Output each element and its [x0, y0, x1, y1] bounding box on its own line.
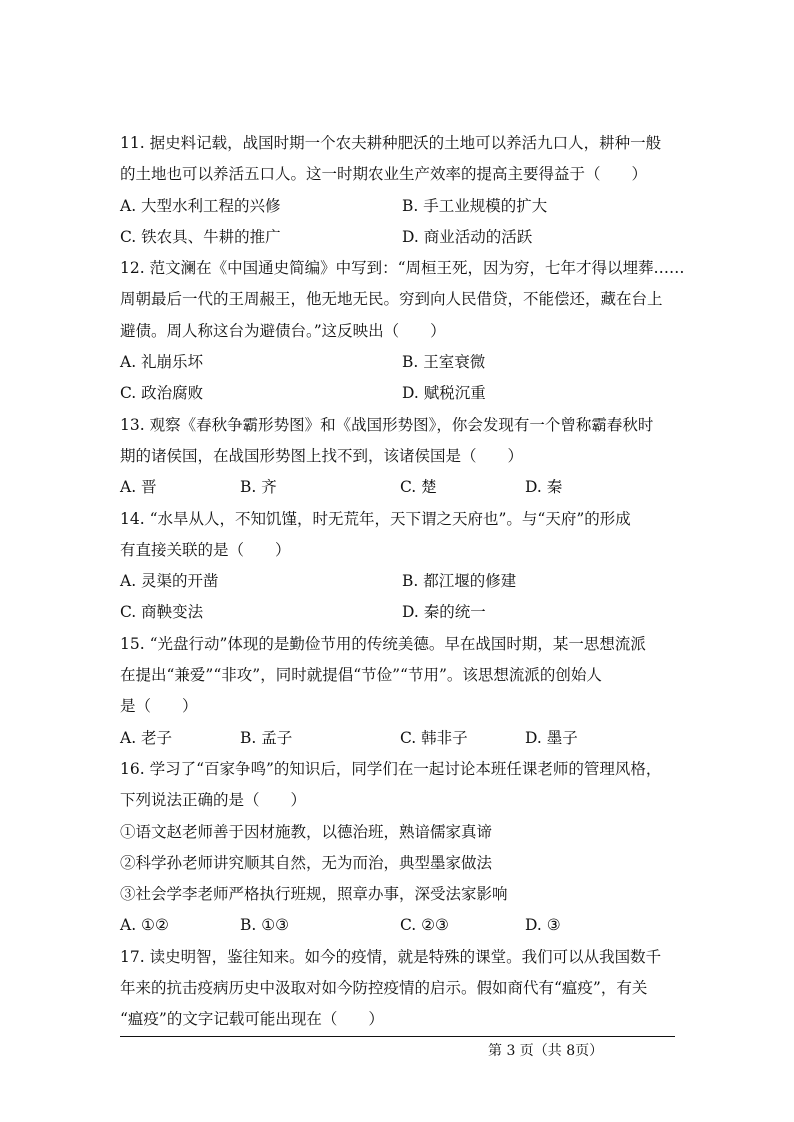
option-a: A. 晋 — [120, 478, 157, 497]
question-stem-line: ③社会学李老师严格执行班规，照章办事，深受法家影响 — [120, 885, 508, 904]
option-d: D. ③ — [525, 916, 561, 935]
option-c: C. 商鞅变法 — [120, 603, 204, 622]
question-stem-line: 11. 据史料记载，战国时期一个农夫耕种肥沃的土地可以养活九口人，耕种一般 — [120, 134, 662, 152]
question-stem-line: 年来的抗击疫病历史中汲取对如今防控疫情的启示。假如商代有“瘟疫”，有关 — [120, 979, 648, 998]
page-number: 第 3 页（共 8页） — [488, 1043, 604, 1059]
question-stem-line: ①语文赵老师善于因材施教，以德治班，熟谙儒家真谛 — [120, 822, 493, 841]
question-15 — [120, 629, 675, 754]
option-a: A. 老子 — [120, 728, 173, 747]
question-stem-line: 下列说法正确的是（ ） — [120, 791, 307, 810]
option-b: B. ①③ — [240, 916, 290, 935]
question-11 — [120, 128, 675, 253]
question-stem-line: 16. 学习了“百家争鸣”的知识后，同学们在一起讨论本班任课老师的管理风格， — [120, 759, 662, 778]
question-stem-line: 避债。周人称这台为避债台。”这反映出（ ） — [120, 321, 446, 340]
option-c: C. 韩非子 — [400, 728, 468, 747]
question-stem-line: 周朝最后一代的王周赧王，他无地无民。穷到向人民借贷，不能偿还，藏在台上 — [120, 290, 663, 309]
option-b: B. 手工业规模的扩大 — [402, 196, 548, 215]
question-list — [120, 128, 685, 1036]
option-b: B. 王室衰微 — [402, 353, 486, 372]
option-d: D. 商业活动的活跃 — [402, 227, 533, 246]
question-17 — [120, 942, 675, 1036]
option-b: B. 孟子 — [240, 728, 293, 747]
question-stem-line: 13. 观察《春秋争霸形势图》和《战国形势图》，你会发现有一个曾称霸春秋时 — [120, 415, 654, 434]
question-stem-line: 12. 范文澜在《中国通史简编》中写到：“周桓王死，因为穷，七年才得以埋葬…… — [120, 259, 685, 278]
options-row — [120, 347, 675, 378]
options-row — [120, 472, 675, 503]
question-stem-line: “瘟疫”的文字记载可能出现在（ ） — [120, 1010, 384, 1029]
options-row — [120, 191, 675, 222]
question-13 — [120, 410, 675, 504]
option-d: D. 秦的统一 — [402, 603, 486, 622]
option-d: D. 秦 — [525, 478, 563, 497]
option-c: C. 楚 — [400, 478, 437, 497]
options-row — [120, 222, 675, 253]
options-row — [120, 723, 675, 754]
option-a: A. 大型水利工程的兴修 — [120, 196, 281, 215]
question-stem-line: 在提出“兼爱”“非攻”，同时就提倡“节俭”“节用”。该思想流派的创始人 — [120, 666, 602, 685]
option-d: D. 墨子 — [525, 728, 578, 747]
option-b: B. 都江堰的修建 — [402, 572, 517, 591]
question-stem-line: ②科学孙老师讲究顺其自然，无为而治，典型墨家做法 — [120, 853, 493, 872]
option-d: D. 赋税沉重 — [402, 384, 486, 403]
option-c: C. 政治腐败 — [120, 384, 204, 403]
question-stem-line: 是（ ） — [120, 697, 198, 716]
question-stem-line: 14. “水旱从人，不知饥馑，时无荒年，天下谓之天府也”。与“天府”的形成 — [120, 509, 631, 528]
option-a: A. 礼崩乐坏 — [120, 353, 204, 372]
option-c: C. ②③ — [400, 916, 449, 935]
options-row — [120, 378, 675, 409]
question-stem-line: 15. “光盘行动”体现的是勤俭节用的传统美德。早在战国时期，某一思想流派 — [120, 634, 646, 653]
option-a: A. 灵渠的开凿 — [120, 572, 219, 591]
footer-divider — [120, 1036, 675, 1037]
question-stem-line: 17. 读史明智，鉴往知来。如今的疫情，就是特殊的课堂。我们可以从我国数千 — [120, 947, 662, 966]
question-stem-line: 期的诸侯国，在战国形势图上找不到，该诸侯国是（ ） — [120, 446, 524, 465]
option-c: C. 铁农具、牛耕的推广 — [120, 227, 281, 246]
question-stem-line: 的土地也可以养活五口人。这一时期农业生产效率的提高主要得益于（ ） — [120, 165, 648, 184]
question-stem-line: 有直接关联的是（ ） — [120, 540, 291, 559]
option-b: B. 齐 — [240, 478, 277, 497]
options-row — [120, 910, 675, 941]
options-row — [120, 597, 675, 628]
options-row — [120, 566, 675, 597]
question-14 — [120, 504, 675, 629]
option-a: A. ①② — [120, 916, 169, 935]
question-16 — [120, 754, 675, 942]
question-12 — [120, 253, 685, 409]
